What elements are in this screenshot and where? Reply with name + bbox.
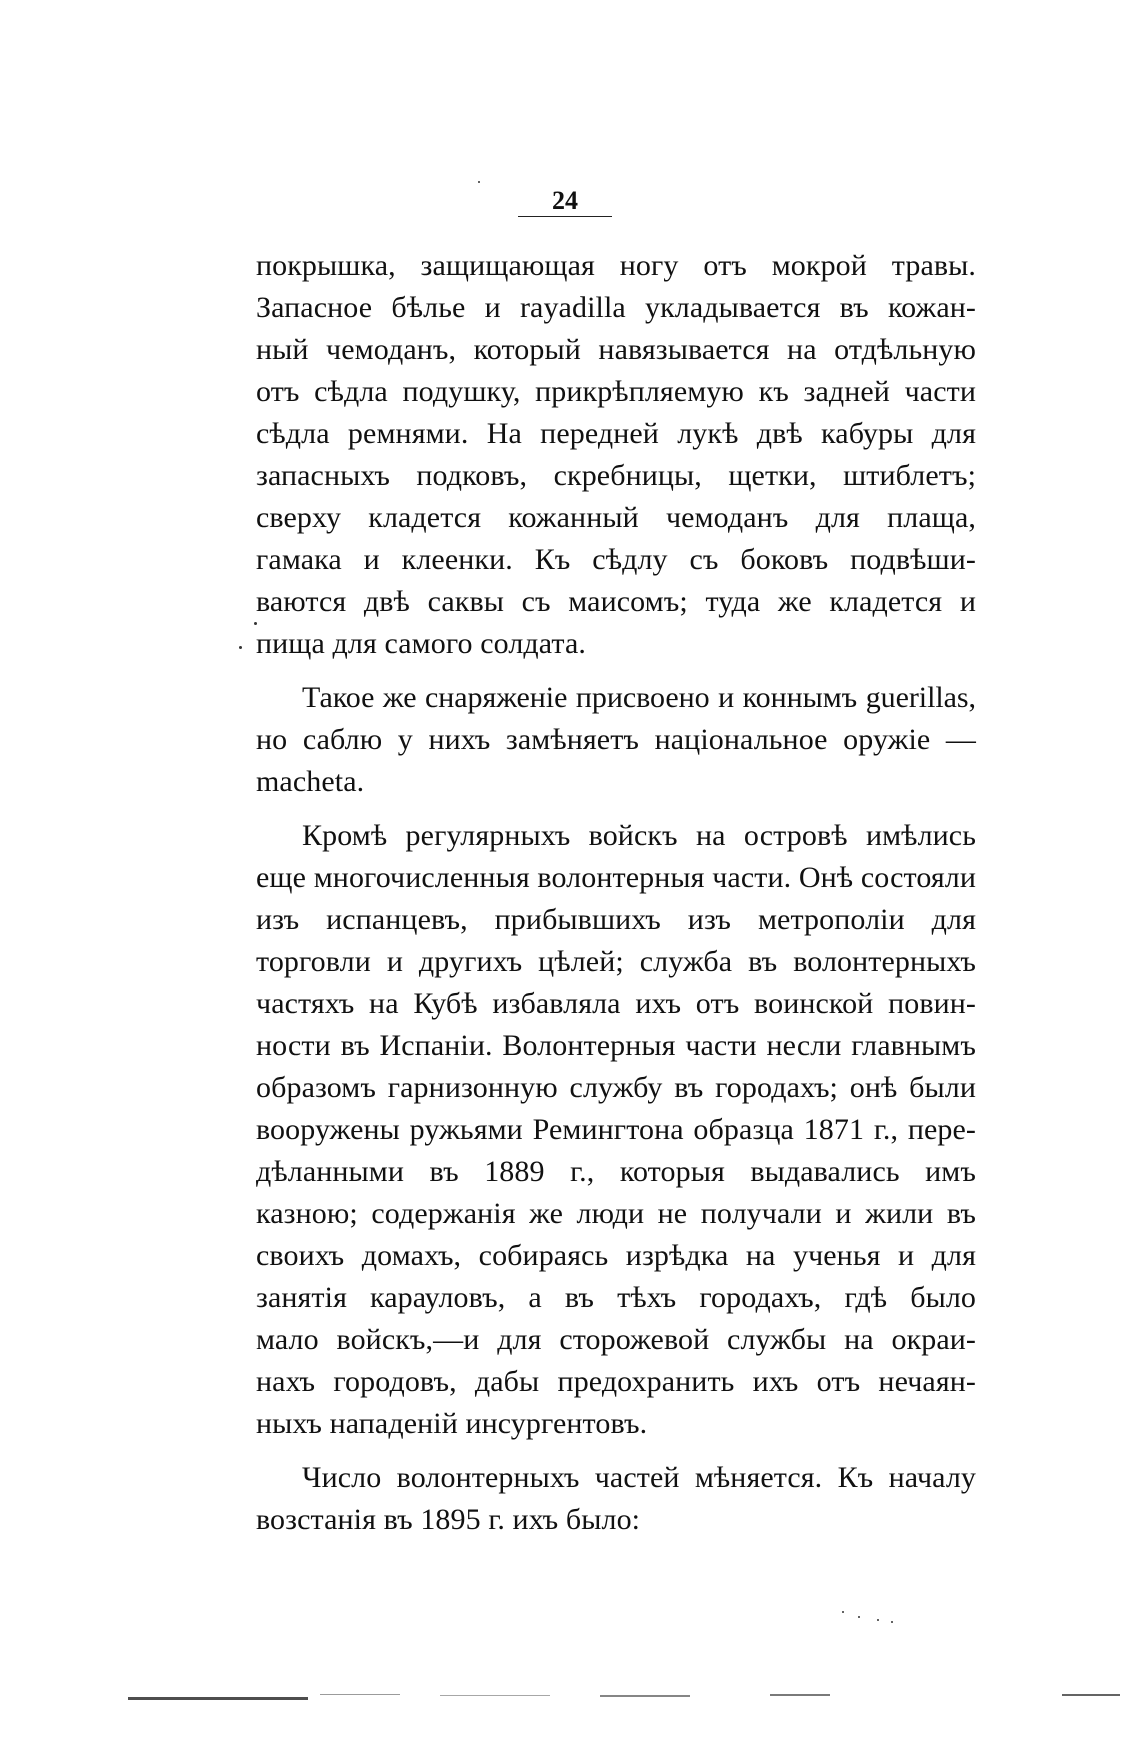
- scan-speck: [478, 181, 480, 183]
- scan-speck: [239, 646, 242, 649]
- text-line: Такое же снаряженіе присвоено и коннымъ guerillas,: [302, 681, 976, 714]
- text-line: возстанія въ 1895 г. ихъ было:: [256, 1503, 641, 1536]
- paragraph-gap: [256, 1445, 976, 1457]
- scan-bottom-edge: [440, 1695, 550, 1696]
- text-line: торговли и другихъ цѣлей; служба въ волонтерныхъ: [256, 945, 976, 978]
- page-number-container: [0, 188, 1140, 217]
- body-text: [256, 245, 976, 1541]
- text-line: мало войскъ,—и для сторожевой службы на окраи-: [256, 1323, 976, 1356]
- scan-speck: [891, 1621, 893, 1623]
- text-line: запасныхъ подковъ, скребницы, щетки, штиблетъ;: [256, 459, 976, 492]
- text-line: покрышка, защищающая ногу отъ мокрой травы.: [256, 249, 976, 282]
- paragraph: [256, 1457, 976, 1541]
- text-line: Кромѣ регулярныхъ войскъ на островѣ имѣлись: [302, 819, 976, 852]
- scan-bottom-edge: [1062, 1694, 1120, 1696]
- text-line: но саблю у нихъ замѣняетъ національное оружіе —: [256, 723, 976, 756]
- scan-bottom-edge: [320, 1694, 400, 1695]
- scan-bottom-edge: [128, 1697, 308, 1700]
- text-line: ваются двѣ саквы съ маисомъ; туда же кладется и: [256, 585, 976, 618]
- text-line: еще многочисленныя волонтерныя части. Онѣ состояли: [256, 861, 976, 894]
- text-line: вооружены ружьями Ремингтона образца 1871 г., пере-: [256, 1113, 976, 1146]
- paragraph-gap: [256, 665, 976, 677]
- text-line: своихъ домахъ, собираясь изрѣдка на ученья и для: [256, 1239, 976, 1272]
- text-line: образомъ гарнизонную службу въ городахъ; онѣ были: [256, 1071, 976, 1104]
- paragraph: [256, 245, 976, 665]
- text-line: казною; содержанія же люди не получали и жили въ: [256, 1197, 976, 1230]
- text-line: Запасное бѣлье и rayadilla укладывается въ кожан-: [256, 291, 976, 324]
- paragraph: [256, 677, 976, 803]
- text-line: macheta.: [256, 765, 365, 798]
- text-line: ный чемоданъ, который навязывается на отдѣльную: [256, 333, 976, 366]
- paragraph-gap: [256, 803, 976, 815]
- scan-speck: [877, 1619, 879, 1621]
- text-line: занятія карауловъ, а въ тѣхъ городахъ, гдѣ было: [256, 1281, 976, 1314]
- scan-speck: [858, 1616, 860, 1618]
- text-line: изъ испанцевъ, прибывшихъ изъ метрополіи для: [256, 903, 976, 936]
- scan-speck: [842, 1611, 844, 1613]
- text-line: частяхъ на Кубѣ избавляла ихъ отъ воинской повин-: [256, 987, 976, 1020]
- text-line: дѣланными въ 1889 г., которыя выдавались имъ: [256, 1155, 976, 1188]
- text-line: ныхъ нападеній инсургентовъ.: [256, 1407, 648, 1440]
- text-line: отъ сѣдла подушку, прикрѣпляемую къ задней части: [256, 375, 976, 408]
- page-number: 24: [518, 188, 612, 217]
- paragraph: [256, 815, 976, 1445]
- text-line: пища для самого солдата.: [256, 627, 586, 660]
- scan-speck: [254, 622, 257, 625]
- text-line: Число волонтерныхъ частей мѣняется. Къ началу: [302, 1461, 976, 1494]
- text-line: сверху кладется кожанный чемоданъ для плаща,: [256, 501, 976, 534]
- text-line: гамака и клеенки. Къ сѣдлу съ боковъ подвѣши-: [256, 543, 976, 576]
- text-line: сѣдла ремнями. На передней лукѣ двѣ кабуры для: [256, 417, 976, 450]
- text-line: нахъ городовъ, дабы предохранить ихъ отъ нечаян-: [256, 1365, 976, 1398]
- text-line: ности въ Испаніи. Волонтерныя части несли главнымъ: [256, 1029, 976, 1062]
- scan-bottom-edge: [600, 1695, 690, 1697]
- scan-bottom-edge: [770, 1694, 830, 1696]
